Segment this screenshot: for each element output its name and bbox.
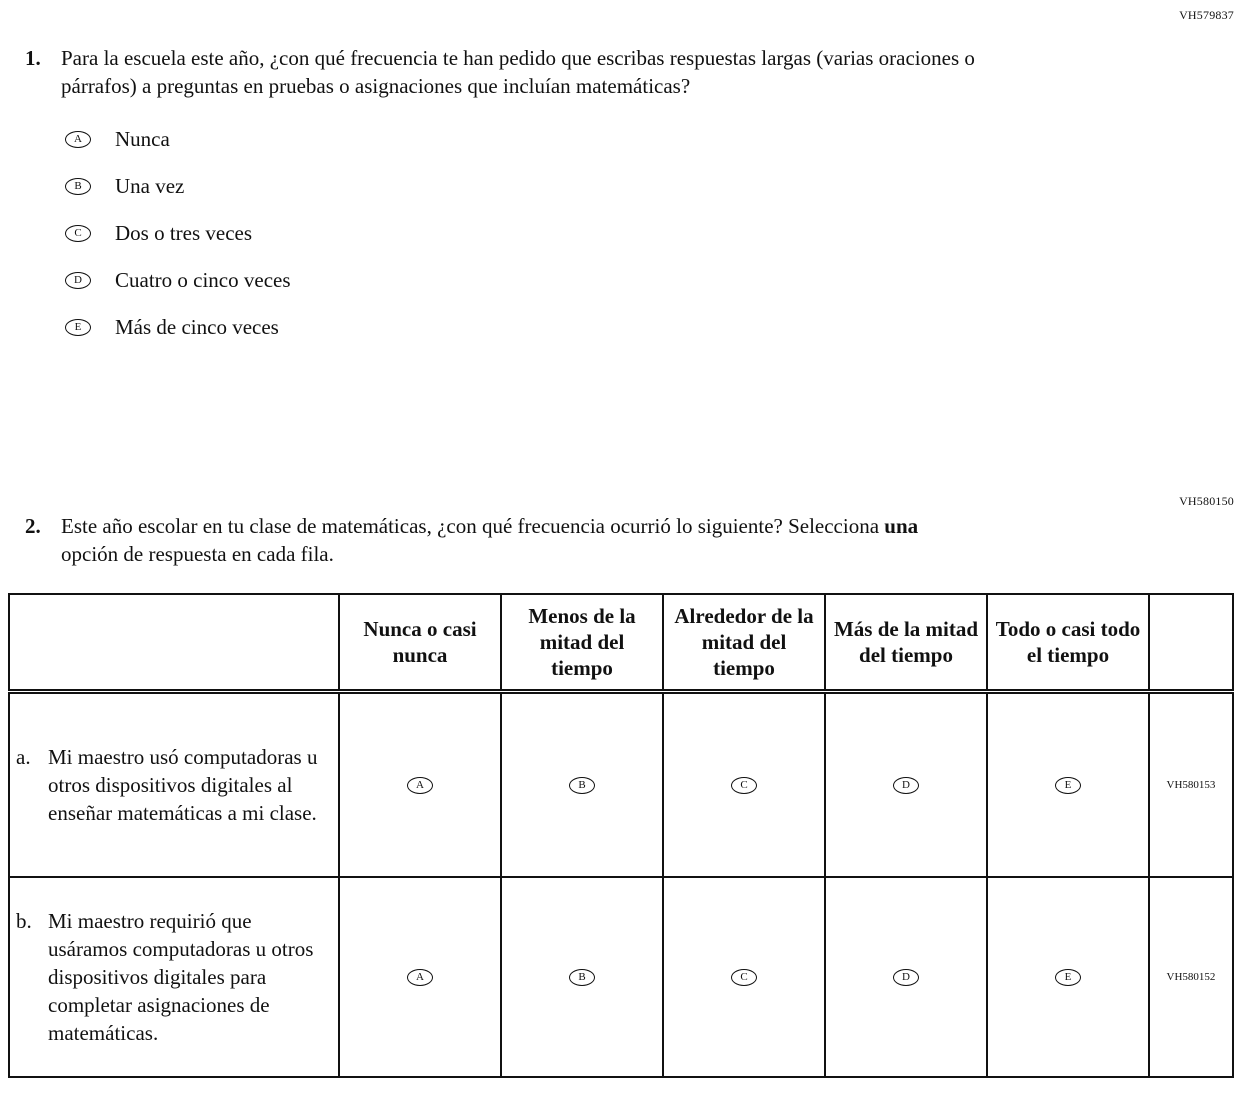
question-2-table (8, 593, 1234, 1078)
row-a-cell-4 (825, 692, 987, 877)
q1-option-a[interactable] (65, 126, 1046, 153)
header-col-mas: Más de la mitad del tiempo (825, 594, 987, 692)
row-b-radio-c[interactable]: C (731, 969, 757, 986)
row-a-letter: a. (16, 744, 31, 769)
question-2 (25, 512, 966, 568)
table-row-a (9, 692, 1233, 877)
row-a-radio-c[interactable]: C (731, 777, 757, 794)
question-1-options (65, 126, 1046, 341)
q1-option-b[interactable] (65, 173, 1046, 200)
row-a-radio-e[interactable]: E (1055, 777, 1081, 794)
row-b-letter: b. (16, 908, 32, 933)
q1-option-d[interactable] (65, 267, 1046, 294)
row-b-cell-4 (825, 877, 987, 1077)
q1-radio-b[interactable]: B (65, 178, 91, 195)
row-a-statement: Mi maestro usó computadoras u otros dispositivos digitales al enseñar matemáticas a mi clase. (48, 744, 318, 825)
header-stub-cell (9, 594, 339, 692)
question-2-text (61, 512, 966, 568)
row-a-radio-b[interactable]: B (569, 777, 595, 794)
question-2-number: 2. (25, 514, 41, 538)
row-a-accession-code: VH580153 (1149, 692, 1233, 877)
q1-radio-d[interactable]: D (65, 272, 91, 289)
q1-radio-c[interactable]: C (65, 225, 91, 242)
header-col-alrededor: Alrededor de la mitad del tiempo (663, 594, 825, 692)
row-a-radio-a[interactable]: A (407, 777, 433, 794)
row-b-cell-3 (663, 877, 825, 1077)
q1-option-c-label: Dos o tres veces (115, 221, 253, 245)
question-1-number: 1. (25, 46, 41, 70)
row-a-radio-d[interactable]: D (893, 777, 919, 794)
row-b-cell-2 (501, 877, 663, 1077)
question-1 (25, 44, 1046, 361)
row-a-cell-3 (663, 692, 825, 877)
row-a-cell-1 (339, 692, 501, 877)
row-b-statement: Mi maestro requirió que usáramos computadoras u otros dispositivos digitales para completar asignaciones de matemáticas. (48, 908, 314, 1045)
row-a-cell-5 (987, 692, 1149, 877)
table-header-row (9, 594, 1233, 692)
q1-option-d-label: Cuatro o cinco veces (115, 268, 291, 292)
row-b-accession-code: VH580152 (1149, 877, 1233, 1077)
row-b-radio-e[interactable]: E (1055, 969, 1081, 986)
header-code-cell (1149, 594, 1233, 692)
row-b-cell-1 (339, 877, 501, 1077)
q1-option-e[interactable] (65, 314, 1046, 341)
q1-option-e-label: Más de cinco veces (115, 315, 279, 339)
question-1-text: Para la escuela este año, ¿con qué frecuencia te han pedido que escribas respuestas largas (varias oraciones o párrafos) a preguntas en pruebas o asignaciones que incluían matemáticas? (61, 46, 975, 98)
row-a-statement-cell (9, 692, 339, 877)
question-1-accession-code: VH579837 (1179, 8, 1234, 22)
row-b-radio-a[interactable]: A (407, 969, 433, 986)
question-2-text-before: Este año escolar en tu clase de matemáticas, ¿con qué frecuencia ocurrió lo siguiente? Selecciona (61, 514, 885, 538)
row-a-cell-2 (501, 692, 663, 877)
q1-radio-a[interactable]: A (65, 131, 91, 148)
header-col-menos: Menos de la mitad del tiempo (501, 594, 663, 692)
question-2-text-after: opción de respuesta en cada fila. (61, 542, 334, 566)
header-col-todo: Todo o casi todo el tiempo (987, 594, 1149, 692)
q1-option-a-label: Nunca (115, 127, 170, 151)
table-row-b (9, 877, 1233, 1077)
row-b-radio-b[interactable]: B (569, 969, 595, 986)
question-2-text-bold: una (884, 514, 919, 538)
header-col-nunca: Nunca o casi nunca (339, 594, 501, 692)
row-b-statement-cell (9, 877, 339, 1077)
question-2-accession-code: VH580150 (1179, 494, 1234, 508)
row-b-radio-d[interactable]: D (893, 969, 919, 986)
q1-option-c[interactable] (65, 220, 1046, 247)
q1-option-b-label: Una vez (115, 174, 185, 198)
row-b-cell-5 (987, 877, 1149, 1077)
q1-radio-e[interactable]: E (65, 319, 91, 336)
